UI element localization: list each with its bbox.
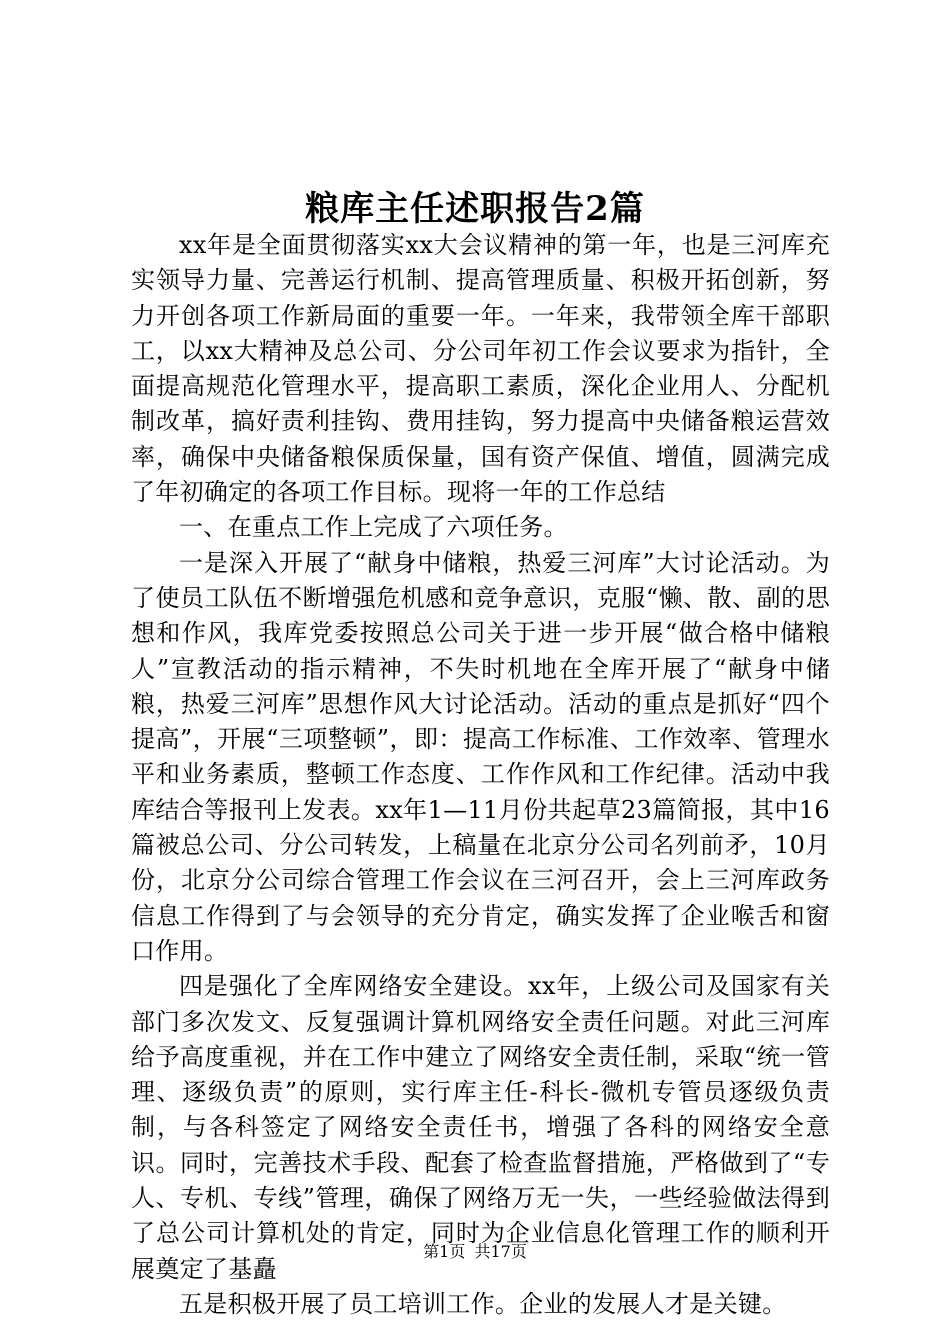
document-body [131, 228, 830, 1322]
document-title: 粮库主任述职报告2篇 [305, 189, 645, 229]
paragraph-item-one: 一是深入开展了“献身中储粮，热爱三河库”大讨论活动。为了使员工队伍不断增强危机感和竞争意识，克服“懒、散、副的思想和作风，我库党委按照总公司关于进一步开展“做合格中储粮人”宣教活动的指示精神，不失时机地在全库开展了“献身中储粮，热爱三河库”思想作风大讨论活动。活动的重点是抓好“四个提高”，开展“三项整顿”，即：提高工作标准、工作效率、管理水平和业务素质，整顿工作态度、工作作风和工作纪律。活动中我库结合等报刊上发表。xx年1—11月份共起草23篇简报，其中16篇被总公司、分公司转发，上稿量在北京分公司名列前矛，10月份，北京分公司综合管理工作会议在三河召开，会上三河库政务信息工作得到了与会领导的充分肯定，确实发挥了企业喉舌和窗口作用。 [131, 548, 830, 965]
paragraph-section-heading: 一、在重点工作上完成了六项任务。 [179, 513, 568, 542]
page-total: 共17页 [474, 1242, 527, 1261]
paragraph-intro: xx年是全面贯彻落实xx大会议精神的第一年，也是三河库充实领导力量、完善运行机制、提高管理质量、积极开拓创新，努力开创各项工作新局面的重要一年。一年来，我带领全库干部职工，以xx大精神及总公司、分公司年初工作会议要求为指针，全面提高规范化管理水平，提高职工素质，深化企业用人、分配机制改革，搞好责利挂钩、费用挂钩，努力提高中央储备粮运营效率，确保中央储备粮保质保量，国有资产保值、增值，圆满完成了年初确定的各项工作目标。现将一年的工作总结 [131, 231, 830, 507]
page-number: 第1页 [423, 1242, 466, 1261]
page-footer [0, 1240, 950, 1264]
paragraph-item-five: 五是积极开展了员工培训工作。企业的发展人才是关键。 [179, 1289, 787, 1318]
paragraph-item-four: 四是强化了全库网络安全建设。xx年，上级公司及国家有关部门多次发文、反复强调计算机网络安全责任问题。对此三河库给予高度重视，并在工作中建立了网络安全责任制，采取“统一管理、逐级负责”的原则，实行库主任-科长-微机专管员逐级负责制，与各科签定了网络安全责任书，增强了各科的网络安全意识。同时，完善技术手段、配套了检查监督措施，严格做到了“专人、专机、专线”管理，确保了网络万无一失，一些经验做法得到了总公司计算机处的肯定，同时为企业信息化管理工作的顺利开展奠定了基矗 [131, 972, 830, 1283]
